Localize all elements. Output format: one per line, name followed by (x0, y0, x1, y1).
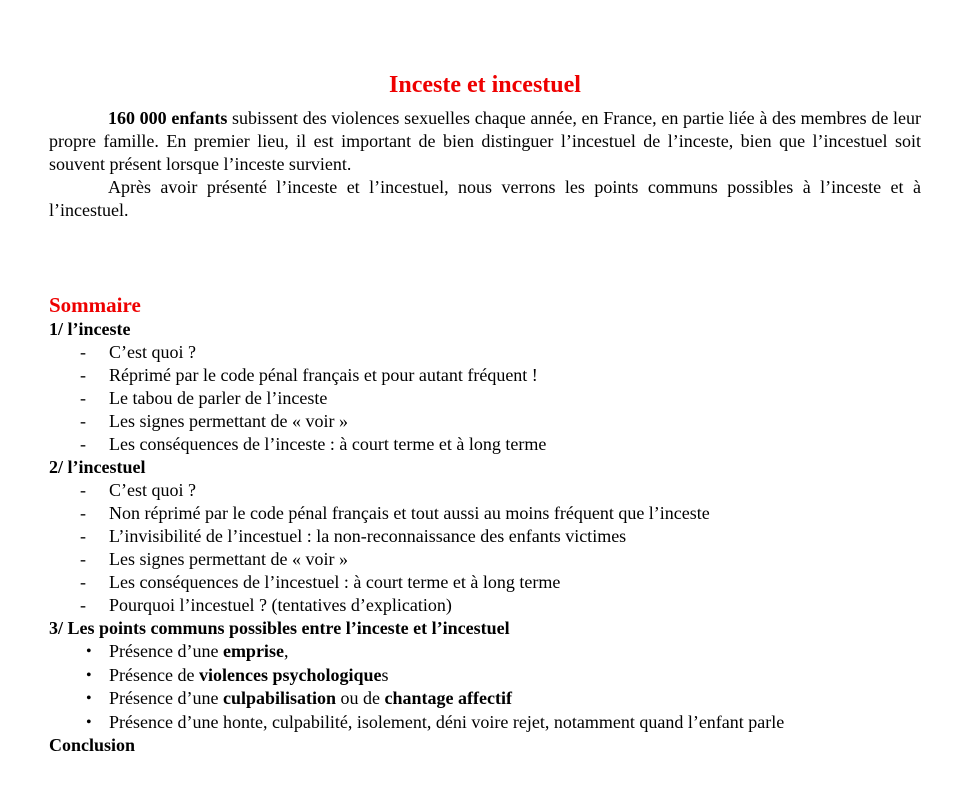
section-3-list (49, 640, 921, 734)
list-item-text: Présence d’une honte, culpabilité, isolement, déni voire rejet, notamment quand l’enfant parle (109, 711, 785, 732)
list-item-text: Les conséquences de l’inceste : à court terme et à long terme (109, 434, 547, 454)
dash-marker-icon: - (80, 549, 86, 569)
summary-section (49, 292, 921, 757)
intro-paragraph-1 (49, 107, 921, 176)
bullet-icon: • (86, 690, 92, 707)
list-item-text: , (283, 641, 289, 661)
list-item-text: Réprimé par le code pénal français et pour autant fréquent ! (109, 365, 538, 385)
list-item (49, 387, 921, 410)
list-item-text: Les conséquences de l’incestuel : à court terme et à long terme (109, 572, 561, 592)
list-item (49, 594, 921, 617)
list-item-text: C’est quoi ? (109, 480, 196, 500)
section-2-heading: 2/ l’incestuel (49, 457, 146, 477)
list-item (49, 525, 921, 548)
list-item-text: Le tabou de parler de l’inceste (109, 388, 328, 408)
summary-heading: Sommaire (49, 293, 141, 317)
list-item-emphasis: culpabilisation (222, 688, 336, 708)
dash-marker-icon: - (80, 434, 86, 454)
section-3-heading: 3/ Les points communs possibles entre l’inceste et l’incestuel (49, 618, 510, 638)
list-item (49, 502, 921, 525)
list-item-text: L’invisibilité de l’incestuel : la non-reconnaissance des enfants victimes (109, 526, 627, 546)
dash-marker-icon: - (80, 595, 86, 615)
list-item (49, 364, 921, 387)
dash-marker-icon: - (80, 572, 86, 592)
intro-paragraph-1-text: subissent des violences sexuelles chaque année, en France, en partie liée à des membres de leur propre famille. En premier lieu, il est important de bien distinguer l’incestuel de l’inceste, bien que l’incestuel soit souvent présent lorsque l’inceste survient. (49, 108, 921, 174)
list-item-text: Présence d’une (109, 641, 223, 661)
bullet-icon: • (86, 666, 92, 684)
list-item (49, 571, 921, 594)
list-item-emphasis: violences psychologique (198, 664, 382, 685)
list-item-emphasis: chantage affectif (384, 688, 512, 708)
bullet-icon: • (86, 643, 92, 660)
section-1-list (49, 341, 921, 456)
list-item-text: C’est quoi ? (109, 342, 196, 362)
conclusion-heading: Conclusion (49, 735, 136, 755)
list-item (49, 640, 921, 664)
list-item-text: Les signes permettant de « voir » (109, 411, 348, 431)
list-item (49, 410, 921, 433)
list-item-emphasis: emprise (222, 641, 284, 661)
list-item-text: Présence d’une (109, 688, 223, 708)
intro-paragraph-2: Après avoir présenté l’inceste et l’incestuel, nous verrons les points communs possibles à l’inceste et à l’incestuel. (49, 177, 921, 220)
section-2-list (49, 479, 921, 617)
dash-marker-icon: - (80, 411, 86, 431)
dash-marker-icon: - (80, 388, 86, 408)
list-item (49, 687, 921, 711)
list-item-text: Pourquoi l’incestuel ? (tentatives d’explication) (109, 595, 452, 615)
list-item-text: s (381, 664, 389, 685)
document-title: Inceste et incestuel (389, 72, 581, 99)
list-item (49, 433, 921, 456)
list-item-text: Les signes permettant de « voir » (109, 549, 348, 569)
bullet-icon: • (86, 713, 92, 731)
dash-marker-icon: - (80, 526, 86, 546)
section-1-heading: 1/ l’inceste (49, 319, 131, 339)
intro-bold-lead: 160 000 enfants (108, 108, 228, 128)
intro-section (49, 107, 921, 222)
dash-marker-icon: - (80, 342, 86, 362)
list-item (49, 664, 921, 688)
list-item-text: Présence de (109, 664, 199, 685)
list-item (49, 548, 921, 571)
dash-marker-icon: - (80, 480, 86, 500)
list-item-text: Non réprimé par le code pénal français et tout aussi au moins fréquent que l’inceste (109, 503, 710, 523)
list-item (49, 341, 921, 364)
list-item (49, 711, 921, 735)
dash-marker-icon: - (80, 365, 86, 385)
list-item (49, 479, 921, 502)
dash-marker-icon: - (80, 503, 86, 523)
list-item-text: ou de (336, 688, 385, 708)
